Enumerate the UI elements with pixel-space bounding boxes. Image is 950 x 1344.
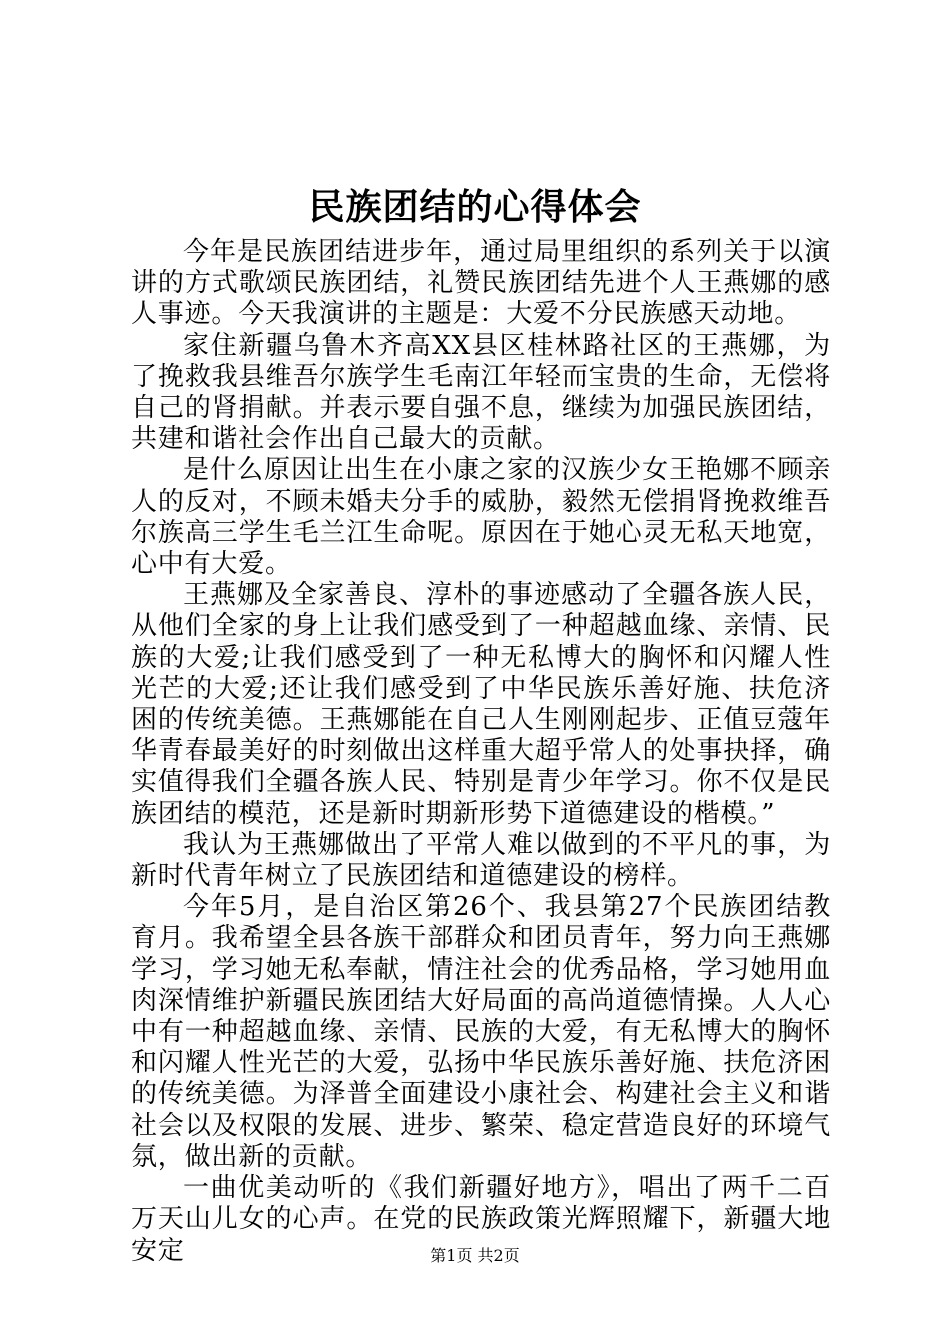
paragraph-5: 我认为王燕娜做出了平常人难以做到的不平凡的事，为新时代青年树立了民族团结和道德建设的榜样。 [131, 829, 831, 892]
document-title: 民族团结的心得体会 [308, 186, 642, 228]
paragraph-3: 是什么原因让出生在小康之家的汉族少女王艳娜不顾亲人的反对，不顾未婚夫分手的威胁，毅然无偿捐肾挽救维吾尔族高三学生毛兰江生命呢。原因在于她心灵无私天地宽，心中有大爱。 [131, 455, 831, 580]
paragraph-1: 今年是民族团结进步年，通过局里组织的系列关于以演讲的方式歌颂民族团结，礼赞民族团结先进个人王燕娜的感人事迹。今天我演讲的主题是：大爱不分民族感天动地。 [131, 237, 831, 330]
paragraph-7: 一曲优美动听的《我们新疆好地方》，唱出了两千二百万天山儿女的心声。在党的民族政策光辉照耀下，新疆大地安定 [131, 1173, 831, 1266]
paragraph-6: 今年5月，是自治区第26个、我县第27个民族团结教育月。我希望全县各族干部群众和团员青年，努力向王燕娜学习，学习她无私奉献，情注社会的优秀品格，学习她用血肉深情维护新疆民族团结大好局面的高尚道德情操。人人心中有一种超越血缘、亲情、民族的大爱，有无私博大的胸怀和闪耀人性光芒的大爱，弘扬中华民族乐善好施、扶危济困的传统美德。为泽普全面建设小康社会、构建社会主义和谐社会以及权限的发展、进步、繁荣、稳定营造良好的环境气氛，做出新的贡献。 [131, 892, 831, 1172]
document-body [131, 237, 831, 1267]
paragraph-2: 家住新疆乌鲁木齐高XX县区桂林路社区的王燕娜，为了挽救我县维吾尔族学生毛南江年轻而宝贵的生命，无偿将自己的肾捐献。并表示要自强不息，继续为加强民族团结，共建和谐社会作出自己最大的贡献。 [131, 330, 831, 455]
page-number-footer: 第1页 共2页 [430, 1246, 520, 1265]
paragraph-4: 王燕娜及全家善良、淳朴的事迹感动了全疆各族人民，从他们全家的身上让我们感受到了一种超越血缘、亲情、民族的大爱;让我们感受到了一种无私博大的胸怀和闪耀人性光芒的大爱;还让我们感受到了中华民族乐善好施、扶危济困的传统美德。王燕娜能在自己人生刚刚起步、正值豆蔻年华青春最美好的时刻做出这样重大超乎常人的处事抉择，确实值得我们全疆各族人民、特别是青少年学习。你不仅是民族团结的模范，还是新时期新形势下道德建设的楷模。” [131, 580, 831, 829]
